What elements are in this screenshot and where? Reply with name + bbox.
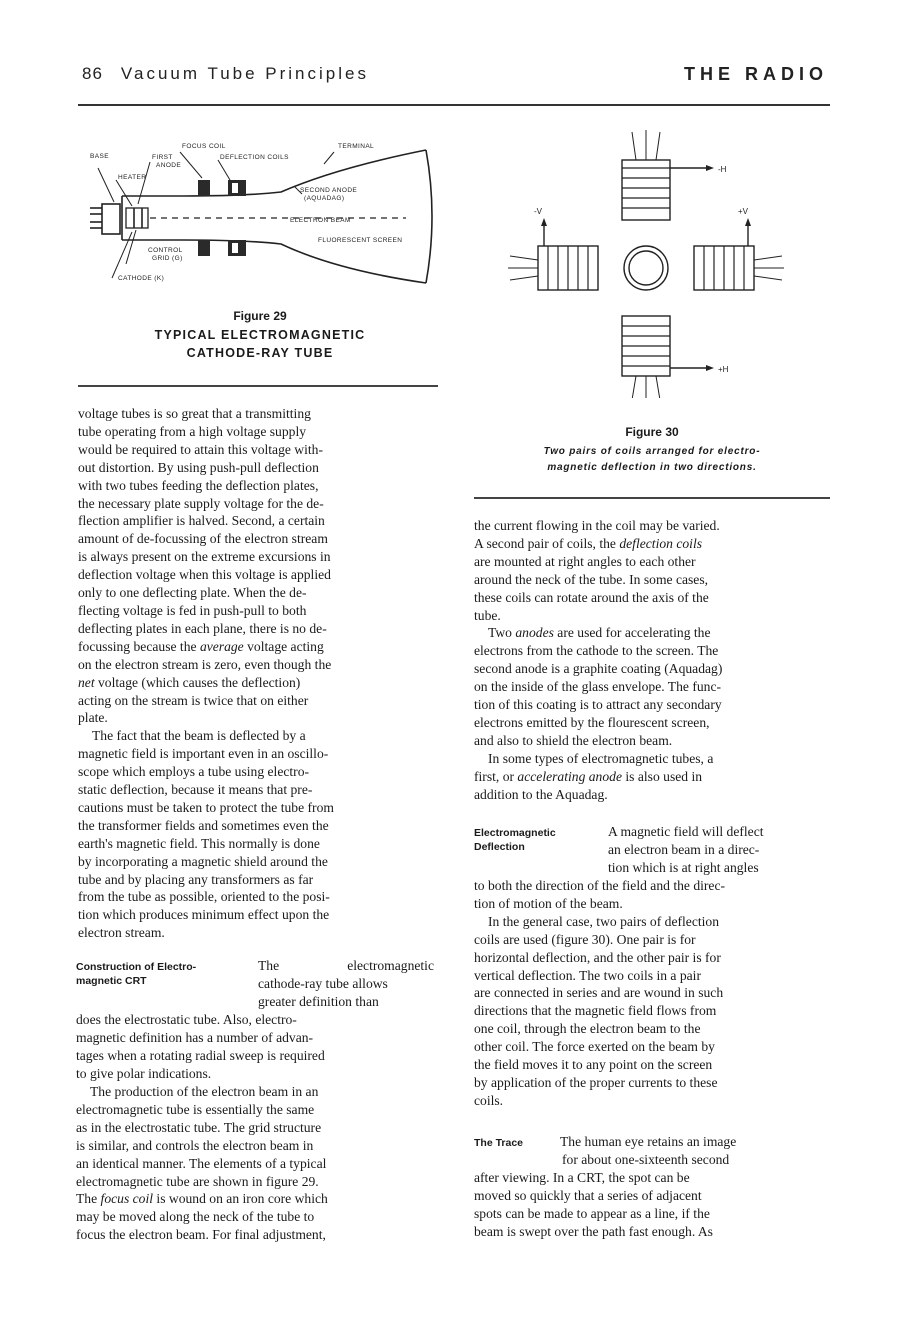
label-electron-beam: ELECTRON BEAM [290,217,351,224]
text-line: vertical deflection. The two coils in a pair [474,967,701,983]
text-run: first, or [474,768,518,784]
text-line: flection amplifier is halved. Second, a certain [78,513,325,529]
text-line: on the electron stream is zero, even though the [78,656,332,672]
text-line: beam is swept over the path fast enough. As [474,1223,713,1239]
text-line: The fact that the beam is deflected by a [92,728,306,744]
italic-anodes: anodes [515,625,554,641]
text-line: an identical manner. The elements of a typical [76,1155,327,1171]
text-line: addition to the Aquadag. [474,786,608,802]
text-line: voltage tubes is so great that a transmitting [78,406,311,421]
text-line: coils are used (figure 30). One pair is for [474,931,696,947]
text-line: does the electrostatic tube. Also, electro- [76,1012,297,1027]
text-line: directions that the magnetic field flows from [474,1003,717,1019]
label-first-anode-2: ANODE [156,162,182,169]
text-line: acting on the stream is twice that on either [78,692,309,708]
text-line: electrons emitted by the flourescent screen, [474,714,710,730]
book-title: Vacuum Tube Principles [120,64,369,83]
label-plus-v: +V [738,207,749,216]
label-cathode: CATHODE (K) [118,275,165,282]
text-line [76,1190,434,1208]
label-terminal: TERMINAL [338,143,375,150]
text-line: coils. [474,1092,504,1108]
left-paragraph-3 [76,1011,434,1083]
text-line: with two tubes feeding the deflection plates, [78,477,319,493]
label-base: BASE [90,153,109,160]
text-line: the transformer fields and sometimes even the [78,817,329,833]
text-line: is similar, and controls the electron beam in [76,1137,314,1153]
right-paragraphs-4-5 [474,877,830,1110]
section-lead-construction [258,957,434,1011]
text-line: electromagnetic tube are shown in figure 29. [76,1173,319,1189]
label-first-anode-1: FIRST [152,154,173,161]
text-line: The human eye retains an image [560,1134,737,1149]
text-line: electrons from the cathode to the screen. The [474,643,719,659]
text-line: plate. [78,710,108,726]
focus-coil-bottom [198,240,210,256]
figure-30-caption-line1: Two pairs of coils arranged for electro- [543,446,761,457]
fluorescent-screen-curve [426,150,432,283]
text-line: cathode-ray tube allows [258,975,388,991]
heading-line: magnetic CRT [76,975,147,987]
figure-29-rule [78,385,438,387]
text-line: magnetic definition has a number of advan- [76,1029,314,1045]
running-title: THE RADIO [684,64,828,84]
heading-line: Deflection [474,841,525,853]
italic-deflection-coils: deflection coils [619,535,703,551]
text-line: tion which is at right angles [608,859,759,875]
text-line: In some types of electromagnetic tubes, a [488,750,714,766]
text-line: The production of the electron beam in an [90,1084,319,1099]
text-line: deflection voltage when this voltage is applied [78,567,331,583]
text-line: around the neck of the tube. In some cases, [474,571,709,587]
label-control-grid-1: CONTROL [148,247,183,254]
text-line: electron stream. [78,925,165,941]
text-line: greater definition than [258,993,379,1009]
text-line: are mounted at right angles to each other [474,553,696,569]
tube-neck-circle [624,246,668,290]
label-focus-coil: FOCUS COIL [182,143,226,150]
focus-coil-top [198,180,210,196]
label-second-anode: SECOND ANODE [300,187,358,194]
text-line: tion of this coating is to attract any secondary [474,697,722,713]
text-line: horizontal deflection, and the other pair is for [474,949,721,965]
text-line: tages when a rotating radial sweep is required [76,1047,325,1063]
section-lead-deflection [608,823,830,877]
text-line: magnetic field is important even in an oscillo- [78,746,329,762]
text-line: tion which produces minimum effect upon the [78,907,330,923]
italic-accelerating-anode: accelerating anode [517,768,622,784]
text-line: other coil. The force exerted on the beam by [474,1039,715,1055]
label-aquadag: (AQUADAG) [304,195,345,202]
right-paragraphs-1-3 [474,517,830,804]
text-line: on the inside of the glass envelope. The func- [474,679,722,695]
left-column [78,405,434,942]
text-line: is always present on the extreme excursions in [78,549,331,565]
text-line: second anode is a graphite coating (Aquadag) [474,661,723,677]
label-heater: HEATER [118,174,147,181]
text-line: and also to shield the electron beam. [474,732,673,748]
label-deflection-coils: DEFLECTION COILS [220,154,289,161]
text-line: out distortion. By using push-pull deflection [78,459,319,475]
italic-net: net [78,674,95,690]
text-run: voltage acting [243,638,324,654]
figure-30-caption-line2: magnetic deflection in two directions. [547,462,757,473]
text-line: earth's magnetic field. This normally is done [78,835,320,851]
text-line: would be required to attain this voltage with- [78,441,324,457]
text-line: cautions must be taken to protect the tube from [78,799,334,815]
text-line: to both the direction of the field and the direc- [474,878,726,893]
text-line: The electromagnetic [258,958,434,973]
text-line [474,535,830,553]
label-minus-h: -H [718,165,727,174]
text-line: scope which employs a tube using electro- [78,764,310,780]
text-line: spots can be made to appear as a line, if the [474,1205,710,1221]
label-fluorescent-screen: FLUORESCENT SCREEN [318,237,403,244]
label-plus-h: +H [718,365,729,374]
text-line: amount of de-focussing of the electron stream [78,531,328,547]
text-line: the necessary plate supply voltage for the de- [78,495,324,511]
text-line: by application of the proper currents to these [474,1074,718,1090]
figure-29-title-line2: CATHODE-RAY TUBE [186,346,334,360]
label-minus-v: -V [534,207,542,216]
text-run: is also used in [621,768,703,784]
text-line: these coils can rotate around the axis of the [474,589,709,605]
text-line: only to one deflecting plate. When the de- [78,585,307,601]
header-rule [78,104,830,106]
text-line: are connected in series and are wound in such [474,985,724,1001]
text-line: by incorporating a magnetic shield around the [78,853,328,869]
text-line: for about one-sixteenth second [562,1151,730,1167]
figure-29-number: Figure 29 [233,309,287,323]
left-paragraph-4 [76,1083,434,1244]
text-line: the current flowing in the coil may be varied. [474,518,720,533]
section-heading-deflection [474,826,604,854]
text-run: are used for accelerating the [553,625,711,641]
text-line: tion of motion of the beam. [474,895,623,911]
left-paragraph-1 [78,405,434,727]
text-line: focus the electron beam. For final adjustment, [76,1227,326,1243]
text-line: after viewing. In a CRT, the spot can be [474,1170,690,1185]
section-heading-trace: The Trace [474,1137,524,1149]
text-line [78,638,434,656]
text-line: tube. [474,607,501,623]
text-line: one coil, through the electron beam to the [474,1021,701,1037]
text-line [474,768,830,786]
text-line: In the general case, two pairs of deflection [488,913,719,929]
figure-29-title-line1: TYPICAL ELECTROMAGNETIC [154,328,366,342]
text-line [474,624,830,642]
base-block [102,204,120,234]
text-line: static deflection, because it means that pre- [78,782,313,798]
text-run: is wound on an iron core which [153,1191,328,1207]
text-run: voltage (which causes the deflection) [94,674,301,690]
italic-average: average [199,638,244,654]
running-header-left [82,64,369,84]
text-run: focussing because the [78,638,200,654]
text-line: the field moves it to any point on the screen [474,1057,713,1073]
figure-29-crt-diagram [76,128,446,298]
text-line: moved so quickly that a series of adjacent [474,1187,702,1203]
text-run: The [76,1191,101,1207]
text-line: A magnetic field will deflect [608,824,764,839]
text-line: as in the electrostatic tube. The grid structure [76,1119,322,1135]
text-line: deflecting plates in each plane, there is no de- [78,620,327,636]
figure-30-rule [474,497,830,499]
text-line: from the tube as possible, oriented to the posi- [78,889,330,905]
heading-line: Construction of Electro- [76,961,197,973]
label-control-grid-2: GRID (G) [152,255,183,262]
text-line: may be moved along the neck of the tube to [76,1209,315,1225]
text-line: tube operating from a high voltage supply [78,423,307,439]
text-line: electromagnetic tube is essentially the same [76,1101,315,1117]
text-run: A second pair of coils, the [474,535,620,551]
right-paragraph-6 [474,1169,830,1241]
heading-line: Electromagnetic [474,827,556,839]
section-lead-trace [560,1133,830,1169]
figure-30-coil-diagram [508,128,784,398]
left-paragraph-2 [78,727,434,942]
text-line: to give polar indications. [76,1065,212,1081]
figure-30-number: Figure 30 [625,425,679,439]
text-line [78,674,434,692]
text-run: Two [488,625,516,641]
text-line: an electron beam in a direc- [608,841,760,857]
text-line: tube and by placing any transformers as far [78,871,314,887]
page-number: 86 [82,64,103,83]
text-line: flecting voltage is fed in push-pull to both [78,602,307,618]
italic-focus-coil: focus coil [100,1191,154,1207]
section-heading-construction [76,960,256,988]
